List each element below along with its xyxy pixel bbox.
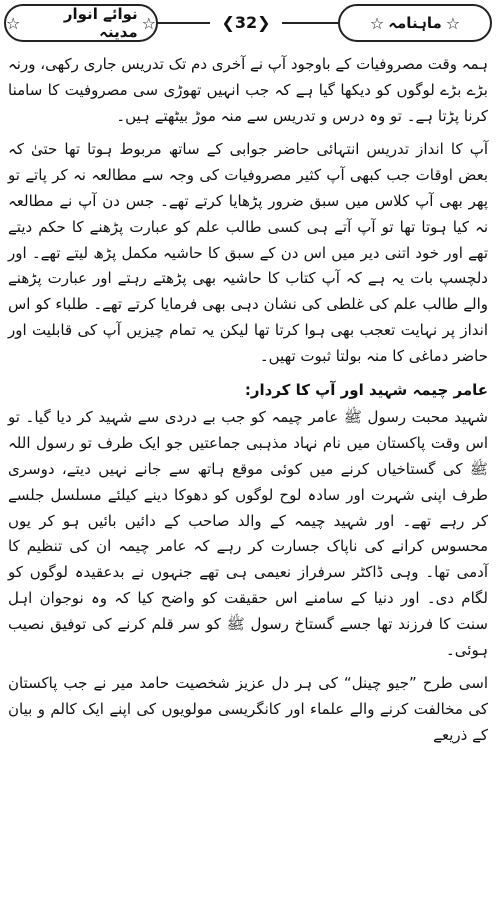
star-icon: ☆ — [369, 13, 385, 33]
paragraph: آپ کا انداز تدریس انتہائی حاضر جوابی کے ساتھ مربوط ہوتا تھا حتیٰ کہ بعض اوقات جب کبھی آپ کثیر مصروفیات کی وجہ سے مطالعہ نہ کر پاتے تو پھر بھی آپ کلاس میں سبق ضرور پڑھایا کرتے تھے۔ جس دن آپ نے مطالعہ نہ کیا ہوتا تھا تو آپ آتے ہی کسی طالب علم کو عبارت پڑھنے کا حکم دیتے تھے اور خود اتنی دیر میں اس دن کے سبق کا حاشیہ مکمل پڑھ لیتے تھے۔ اور دلچسپ بات یہ ہے کہ آپ کتاب کا حاشیہ بھی پڑھتے رہتے اور عبارت پڑھنے والے طالب علم کی غلطی کی نشان دہی بھی فرمایا کرتے تھے۔ طلباء کو اس انداز پر نہایت تعجب بھی ہوا کرتا تھا لیکن یہ تمام چیزیں آپ کی قابلیت اور حاضر دماغی کا منہ بولتا ثبوت تھیں۔ — [8, 140, 488, 365]
ornament-icon: ❮ — [221, 12, 235, 32]
page-number — [210, 8, 282, 36]
magazine-title-box — [338, 4, 492, 42]
star-icon: ☆ — [6, 13, 21, 33]
paragraph: ہمہ وقت مصروفیات کے باوجود آپ نے آخری دم تک تدریس جاری رکھی، ورنہ بڑے بڑے لوگوں کو دیکھا گیا ہے کہ جب انہیں تھوڑی سی مصروفیت کا سامنا کرنا پڑتا ہے۔ تو وہ درس و تدریس سے منہ موڑ بیٹھتے ہیں۔ — [8, 55, 488, 125]
star-icon: ☆ — [445, 13, 461, 33]
page-number-value: 32 — [234, 12, 258, 32]
paragraph: شہید محبت رسول ﷺ عامر چیمہ کو جب بے دردی سے شہید کر دیا گیا۔ تو اس وقت پاکستان میں نام نہاد مذہبی جماعتیں جو ایک طرف تو رسول اللہ ﷺ کی گستاخیاں کرنے میں کوئی موقع ہاتھ سے جانے نہیں دیتے، دوسری طرف اپنی شہرت اور سادہ لوح لوگوں کو دھوکا دینے کیلئے مسلسل جلسے کر رہے تھے۔ اور شہید چیمہ کے والد صاحب کے دائیں بائیں ہو کر یوں محسوس کرانے کی ناپاک جسارت کر رہے کہ عامر چیمہ ان کی تنظیم کا آدمی تھا۔ وہی ڈاکٹر سرفراز نعیمی ہی تھے جنہوں نے بدعقیدہ لوگوں کو لگام دی۔ اور دنیا کے سامنے اس حقیقت کو واضح کیا کہ وہ نوجوان اہل سنت کا فرزند تھا جسے گستاخ رسول ﷺ کو سر قلم کرنے کی توفیق نصیب ہوئی۔ — [8, 408, 488, 659]
publication-title-box — [4, 4, 158, 42]
section-heading: عامر چیمہ شہید اور آپ کا کردار: — [244, 380, 488, 399]
publication-title: نوائے انوار مدینہ — [63, 5, 138, 41]
magazine-title: ماہنامہ — [388, 14, 442, 32]
paragraph: اسی طرح ”جیو چینل“ کی ہر دل عزیز شخصیت حامد میر نے جب پاکستان کی مخالفت کرنے والے علماء اور کانگریسی مولویوں کی اپنے ایک کالم و بیان کے ذریعے — [8, 674, 488, 744]
ornament-icon: ❯ — [257, 12, 271, 32]
star-icon: ☆ — [141, 13, 156, 33]
page-header — [0, 0, 496, 48]
article-body — [8, 52, 488, 904]
